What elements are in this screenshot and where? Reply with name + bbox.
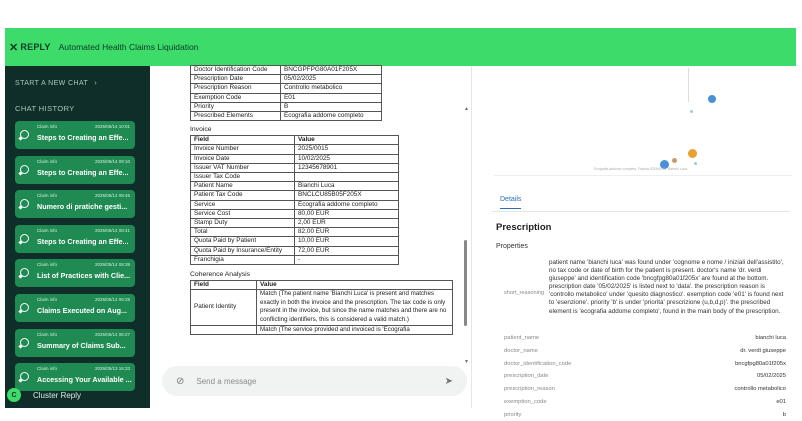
history-item-title: Claims Executed on Aug...	[37, 305, 127, 315]
table-row	[191, 228, 399, 237]
chat-bubble-icon	[20, 165, 29, 174]
table-row	[191, 182, 399, 191]
invoice-table	[190, 135, 399, 265]
property-key: exemption_code	[504, 399, 547, 405]
scroll-up-icon[interactable]: ▲	[464, 106, 469, 112]
value-cell: Bianchi Luca	[295, 182, 399, 191]
history-item-title: Summary of Claims Sub...	[37, 340, 126, 350]
table-row	[191, 93, 382, 102]
logo-text: REPLY	[20, 42, 51, 52]
property-value: 05/02/2025	[756, 373, 786, 380]
history-item-category: Claim info	[37, 262, 58, 268]
history-item-date: 2025/05/14 08:39	[94, 262, 130, 268]
summary-value: patient name 'bianchi luca' was found under 'cognome e nome / iniziali dell'assistito', no tax code or date of birth for the patient is present. doctor's name 'dr. verdi giuseppe' and identification code 'bncgfpg80a01f205x' are found at the bottom. prescription date '05/02/2025' is listed next to 'data'. the prescription reason is 'controllo metabolico' under 'quesito diagnostico'. exemption code 'e01' is found next to 'esenzione'. priority 'b' is under 'priorita' prescrizione (u,b,d,p)'. the prescribed element is 'ecografia addome completo', found in the main body of the prescription.	[549, 259, 784, 315]
value-cell	[295, 173, 399, 182]
message-composer	[162, 366, 467, 396]
history-item-date: 2025/05/14 06:27	[94, 331, 130, 337]
history-item-category: Claim info	[37, 331, 58, 337]
property-row	[504, 399, 786, 408]
table-row	[191, 200, 399, 209]
history-item-date: 2025/05/14 10:01	[94, 124, 130, 129]
field-cell: Exemption Code	[191, 93, 281, 102]
history-item-title: Numero di pratiche gesti...	[37, 202, 128, 212]
table-row	[191, 209, 399, 218]
property-value: controllo metabolico	[734, 386, 786, 393]
property-row	[504, 348, 786, 357]
table-row	[191, 191, 399, 200]
column-header: Value	[257, 281, 453, 290]
chat-history-item[interactable]	[15, 225, 135, 253]
history-item-title: Accessing Your Available ...	[37, 375, 132, 385]
coherence-table	[190, 280, 453, 335]
column-header: Field	[191, 136, 295, 145]
send-icon[interactable]: ➤	[444, 375, 453, 387]
chat-bubble-icon	[20, 234, 29, 243]
table-row	[191, 154, 399, 163]
table-row	[191, 66, 382, 75]
chat-history-item[interactable]	[15, 121, 135, 149]
app-title: Automated Health Claims Liquidation	[58, 42, 199, 52]
value-cell: BNCLCU85B05F205X	[295, 191, 399, 200]
document-content	[190, 68, 460, 358]
field-cell: Total	[191, 228, 295, 237]
value-cell: Controllo metabolico	[281, 84, 382, 93]
field-cell: Issuer Tax Code	[191, 173, 295, 182]
brand-logo	[9, 41, 51, 54]
field-cell: Service	[191, 200, 295, 209]
field-cell: Patient Name	[191, 182, 295, 191]
table-header-row	[191, 136, 399, 145]
history-item-category: Claim info	[37, 193, 58, 199]
history-item-category: Claim info	[37, 366, 58, 372]
history-item-date: 2025/05/14 06:28	[94, 296, 130, 302]
property-row	[504, 335, 786, 344]
history-item-date: 2025/05/13 16:33	[94, 366, 130, 372]
chat-history-item[interactable]	[15, 259, 135, 287]
graph-caption: Ecografia addome completo, Fattura 2025/0015, Bianchi Luca	[594, 167, 688, 171]
chat-history-item[interactable]	[15, 294, 135, 322]
table-row	[191, 173, 399, 182]
history-item-category: Claim info	[37, 296, 58, 302]
property-value: bncgfpg80a01f205x	[735, 360, 786, 367]
sidebar	[5, 66, 150, 408]
field-cell: Quota Paid by Patient	[191, 237, 295, 246]
field-cell: Prescription Date	[191, 75, 281, 84]
reply-x-icon: ✕	[9, 41, 19, 54]
scrollbar[interactable]	[464, 78, 468, 360]
value-cell: BNCGPFPG80A01F205X	[281, 66, 382, 75]
history-item-category: Claim info	[37, 158, 58, 164]
field-cell: Doctor Identification Code	[191, 66, 281, 75]
chat-bubble-icon	[20, 199, 29, 208]
details-pane	[472, 66, 796, 418]
tab-details[interactable]: Details	[500, 196, 521, 209]
entity-title: Prescription	[496, 222, 552, 233]
table-header-row	[191, 281, 453, 290]
field-cell: Stamp Duty	[191, 219, 295, 228]
field-cell: Service Cost	[191, 209, 295, 218]
property-key: prescription_reason	[504, 386, 555, 393]
field-cell: Prescribed Elements	[191, 112, 281, 121]
value-cell: 2,00 EUR	[295, 219, 399, 228]
chat-history-heading: CHAT HISTORY	[15, 104, 75, 113]
value-cell: 80,00 EUR	[295, 209, 399, 218]
chat-history-item[interactable]	[15, 329, 135, 357]
graph-node-small[interactable]	[672, 158, 677, 163]
chat-history-item[interactable]	[15, 363, 135, 391]
value-cell: 2025/0015	[295, 145, 399, 154]
property-key: prescription_date	[504, 373, 549, 380]
details-tabs	[492, 192, 790, 212]
top-bar	[5, 28, 796, 66]
scroll-down-icon[interactable]: ▼	[464, 359, 469, 365]
summary-key: short_reasoning	[504, 290, 545, 296]
property-row	[504, 386, 786, 395]
table-row	[191, 75, 382, 84]
table-row	[191, 102, 382, 111]
table-row	[191, 255, 399, 264]
history-item-title: Steps to Creating an Effe...	[37, 167, 129, 177]
field-cell: Issuer VAT Number	[191, 163, 295, 172]
table-row	[191, 112, 382, 121]
value-cell: 10,00 EUR	[295, 237, 399, 246]
coherence-heading: Coherence Analysis	[190, 271, 251, 279]
chevron-right-icon: ›	[94, 80, 98, 87]
history-item-title: Steps to Creating an Effe...	[37, 236, 129, 246]
table-row	[191, 237, 399, 246]
property-row	[504, 373, 786, 382]
value-cell: B	[281, 102, 382, 111]
property-value: bianchi luca	[755, 335, 786, 341]
value-cell: Match (The service provided and invoiced is 'Ecografia	[257, 325, 453, 335]
table-row	[191, 84, 382, 93]
field-cell: Prescription Reason	[191, 84, 281, 93]
value-cell: 12345678901	[295, 163, 399, 172]
graph-node-small[interactable]	[690, 110, 693, 113]
property-value: b	[782, 411, 786, 418]
property-value: e01	[776, 399, 786, 405]
history-item-category: Claim info	[37, 124, 58, 129]
graph-node-small[interactable]	[694, 162, 697, 165]
prescription-table	[190, 65, 382, 121]
value-cell: -	[295, 255, 399, 264]
chat-history-list	[15, 121, 135, 398]
field-cell: Priority	[191, 102, 281, 111]
new-chat-button[interactable]	[15, 80, 97, 87]
graph-edge	[688, 68, 689, 102]
paperclip-icon[interactable]: ⊘	[176, 375, 185, 387]
knowledge-graph[interactable]	[494, 68, 792, 176]
invoice-heading: Invoice	[190, 126, 212, 134]
chat-bubble-icon	[20, 338, 29, 347]
property-row	[504, 361, 786, 370]
column-header: Value	[295, 136, 399, 145]
table-row	[191, 145, 399, 154]
table-row	[191, 290, 453, 325]
table-row	[191, 325, 453, 335]
chat-bubble-icon	[20, 130, 29, 139]
value-cell: Match (The patient name 'Bianchi Luca' is present and matches exactly in both the invoice and the prescription. The tax code is only present in the invoice, but since the name matches and there are no conflicting identifiers, this is considered a valid match.)	[257, 290, 453, 325]
column-header: Field	[191, 281, 257, 290]
user-name: Cluster Reply	[33, 390, 82, 400]
property-row	[504, 412, 786, 421]
new-chat-label: START A NEW CHAT	[15, 80, 89, 87]
value-cell: Ecografia addome completo	[295, 200, 399, 209]
value-cell: 72,00 EUR	[295, 246, 399, 255]
chat-bubble-icon	[20, 268, 29, 277]
avatar: C	[7, 388, 21, 402]
chat-history-item[interactable]	[15, 190, 135, 218]
graph-node-orange[interactable]	[688, 149, 697, 158]
property-key: doctor_name	[504, 347, 538, 354]
app-window	[5, 28, 796, 418]
scrollbar-thumb[interactable]	[464, 240, 467, 326]
property-key: patient_name	[504, 335, 540, 341]
field-cell: Patient Tax Code	[191, 191, 295, 200]
graph-node[interactable]	[708, 95, 716, 103]
value-cell: 05/02/2025	[281, 75, 382, 84]
history-item-date: 2025/05/14 08:41	[94, 227, 130, 233]
value-cell: Ecografia addome completo	[281, 112, 382, 121]
field-cell: Quota Paid by Insurance/Entity	[191, 246, 295, 255]
history-item-date: 2025/05/14 09:10	[94, 158, 130, 164]
history-item-title: Steps to Creating an Effe...	[37, 133, 129, 142]
field-cell	[191, 325, 257, 335]
table-row	[191, 163, 399, 172]
user-profile[interactable]	[7, 388, 81, 402]
table-row	[191, 246, 399, 255]
message-input[interactable]: Send a message	[196, 376, 257, 386]
value-cell: 10/02/2025	[295, 154, 399, 163]
table-row	[191, 219, 399, 228]
chat-history-item[interactable]	[15, 156, 135, 184]
history-item-date: 2025/05/14 08:46	[94, 193, 130, 199]
field-cell: Patient Identity	[191, 290, 257, 325]
field-cell: Invoice Date	[191, 154, 295, 163]
value-cell: 82,00 EUR	[295, 228, 399, 237]
field-cell: Franchigia	[191, 255, 295, 264]
property-key: priority	[504, 411, 522, 418]
property-key: doctor_identification_code	[504, 360, 572, 367]
chat-pane	[150, 66, 472, 408]
field-cell: Invoice Number	[191, 145, 295, 154]
properties-heading: Properties	[496, 243, 528, 250]
chat-bubble-icon	[20, 372, 29, 381]
history-item-category: Claim info	[37, 227, 58, 233]
history-item-title: List of Practices with Clie...	[37, 271, 131, 281]
value-cell: E01	[281, 93, 382, 102]
property-value: dr. verdi giuseppe	[740, 347, 786, 354]
chat-bubble-icon	[20, 303, 29, 312]
